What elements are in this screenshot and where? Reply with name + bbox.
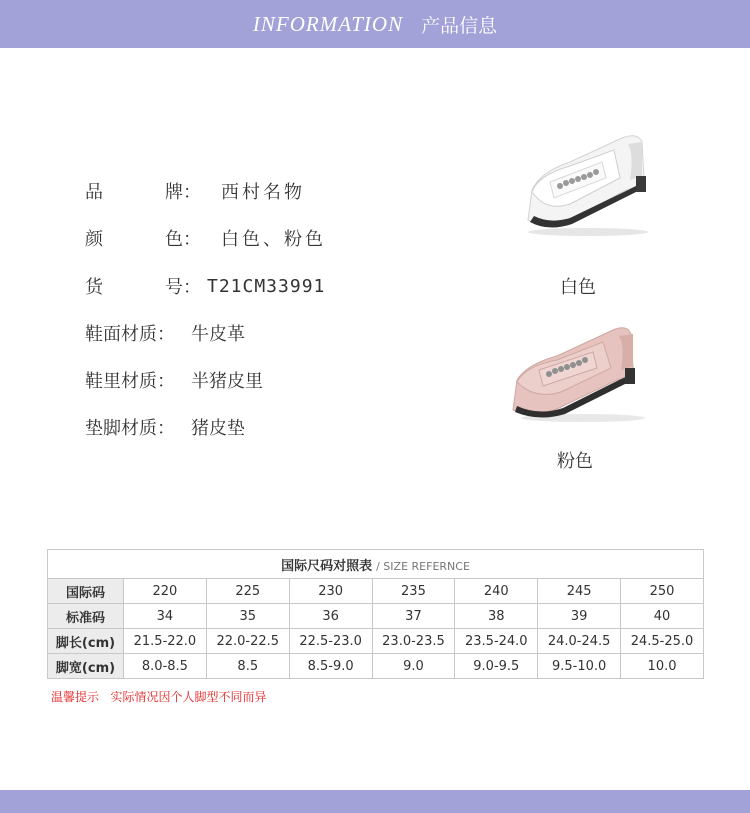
info-upper-row: [85, 319, 245, 347]
upper-value: 牛皮革: [191, 324, 245, 345]
size-tip: 温馨提示 实际情况因个人脚型不同而异: [51, 690, 267, 704]
table-cell: 9.0-9.5: [455, 654, 538, 679]
color-label: 颜: [85, 229, 103, 250]
table-cell: 8.5-9.0: [289, 654, 372, 679]
row-header: 标准码: [48, 604, 124, 629]
insole-label: 垫脚材质：: [85, 418, 175, 439]
color-label-2: 色：: [165, 229, 201, 250]
table-cell: 245: [538, 579, 621, 604]
table-cell: 35: [206, 604, 289, 629]
row-header: 脚宽(cm): [48, 654, 124, 679]
sku-value: T21CM33991: [207, 275, 326, 297]
table-cell: 10.0: [621, 654, 704, 679]
table-cell: 250: [621, 579, 704, 604]
table-cell: 240: [455, 579, 538, 604]
info-sku-row: [85, 272, 325, 300]
brand-label: 品: [85, 182, 103, 203]
table-cell: 40: [621, 604, 704, 629]
lining-label: 鞋里材质：: [85, 371, 175, 392]
upper-label: 鞋面材质：: [85, 324, 175, 345]
table-cell: 24.5-25.0: [621, 629, 704, 654]
footer-bar: [0, 790, 750, 813]
sku-label: 货: [85, 277, 103, 298]
sku-label-2: 号：: [165, 277, 201, 298]
white-shoe-image: [510, 120, 660, 240]
size-table: [47, 549, 704, 679]
table-cell: 23.0-23.5: [372, 629, 455, 654]
banner-title-en: INFORMATION: [252, 11, 404, 36]
insole-value: 猪皮垫: [191, 418, 245, 439]
row-header: 国际码: [48, 579, 124, 604]
size-table-title-cell: [48, 550, 704, 579]
lining-value: 半猪皮里: [191, 371, 263, 392]
brand-label-2: 牌：: [165, 182, 201, 203]
pink-shoe-image: [505, 318, 655, 428]
table-cell: 36: [289, 604, 372, 629]
table-cell: 21.5-22.0: [124, 629, 207, 654]
table-cell: 8.0-8.5: [124, 654, 207, 679]
table-cell: 37: [372, 604, 455, 629]
size-table-subtitle: / SIZE REFERNCE: [376, 559, 470, 573]
info-banner: [0, 0, 750, 48]
brand-value: 西村名物: [221, 182, 305, 203]
table-cell: 39: [538, 604, 621, 629]
banner-title-cn: 产品信息: [421, 14, 498, 37]
table-cell: 38: [455, 604, 538, 629]
table-cell: 24.0-24.5: [538, 629, 621, 654]
size-table-title: 国际尺码对照表: [281, 558, 373, 574]
table-cell: 9.0: [372, 654, 455, 679]
table-cell: 230: [289, 579, 372, 604]
table-cell: 9.5-10.0: [538, 654, 621, 679]
table-row: [48, 629, 704, 654]
row-header: 脚长(cm): [48, 629, 124, 654]
table-cell: 22.0-22.5: [206, 629, 289, 654]
info-brand-row: [85, 177, 305, 205]
table-cell: 220: [124, 579, 207, 604]
info-insole-row: [85, 413, 245, 441]
table-cell: 22.5-23.0: [289, 629, 372, 654]
table-cell: 8.5: [206, 654, 289, 679]
info-color-row: [85, 224, 326, 252]
pink-caption: 粉色: [557, 451, 593, 472]
table-cell: 225: [206, 579, 289, 604]
table-row: [48, 654, 704, 679]
table-cell: 23.5-24.0: [455, 629, 538, 654]
table-cell: 235: [372, 579, 455, 604]
info-lining-row: [85, 366, 263, 394]
color-value: 白色、粉色: [221, 229, 326, 250]
table-cell: 34: [124, 604, 207, 629]
table-row: [48, 579, 704, 604]
table-row: [48, 604, 704, 629]
white-caption: 白色: [560, 277, 596, 298]
